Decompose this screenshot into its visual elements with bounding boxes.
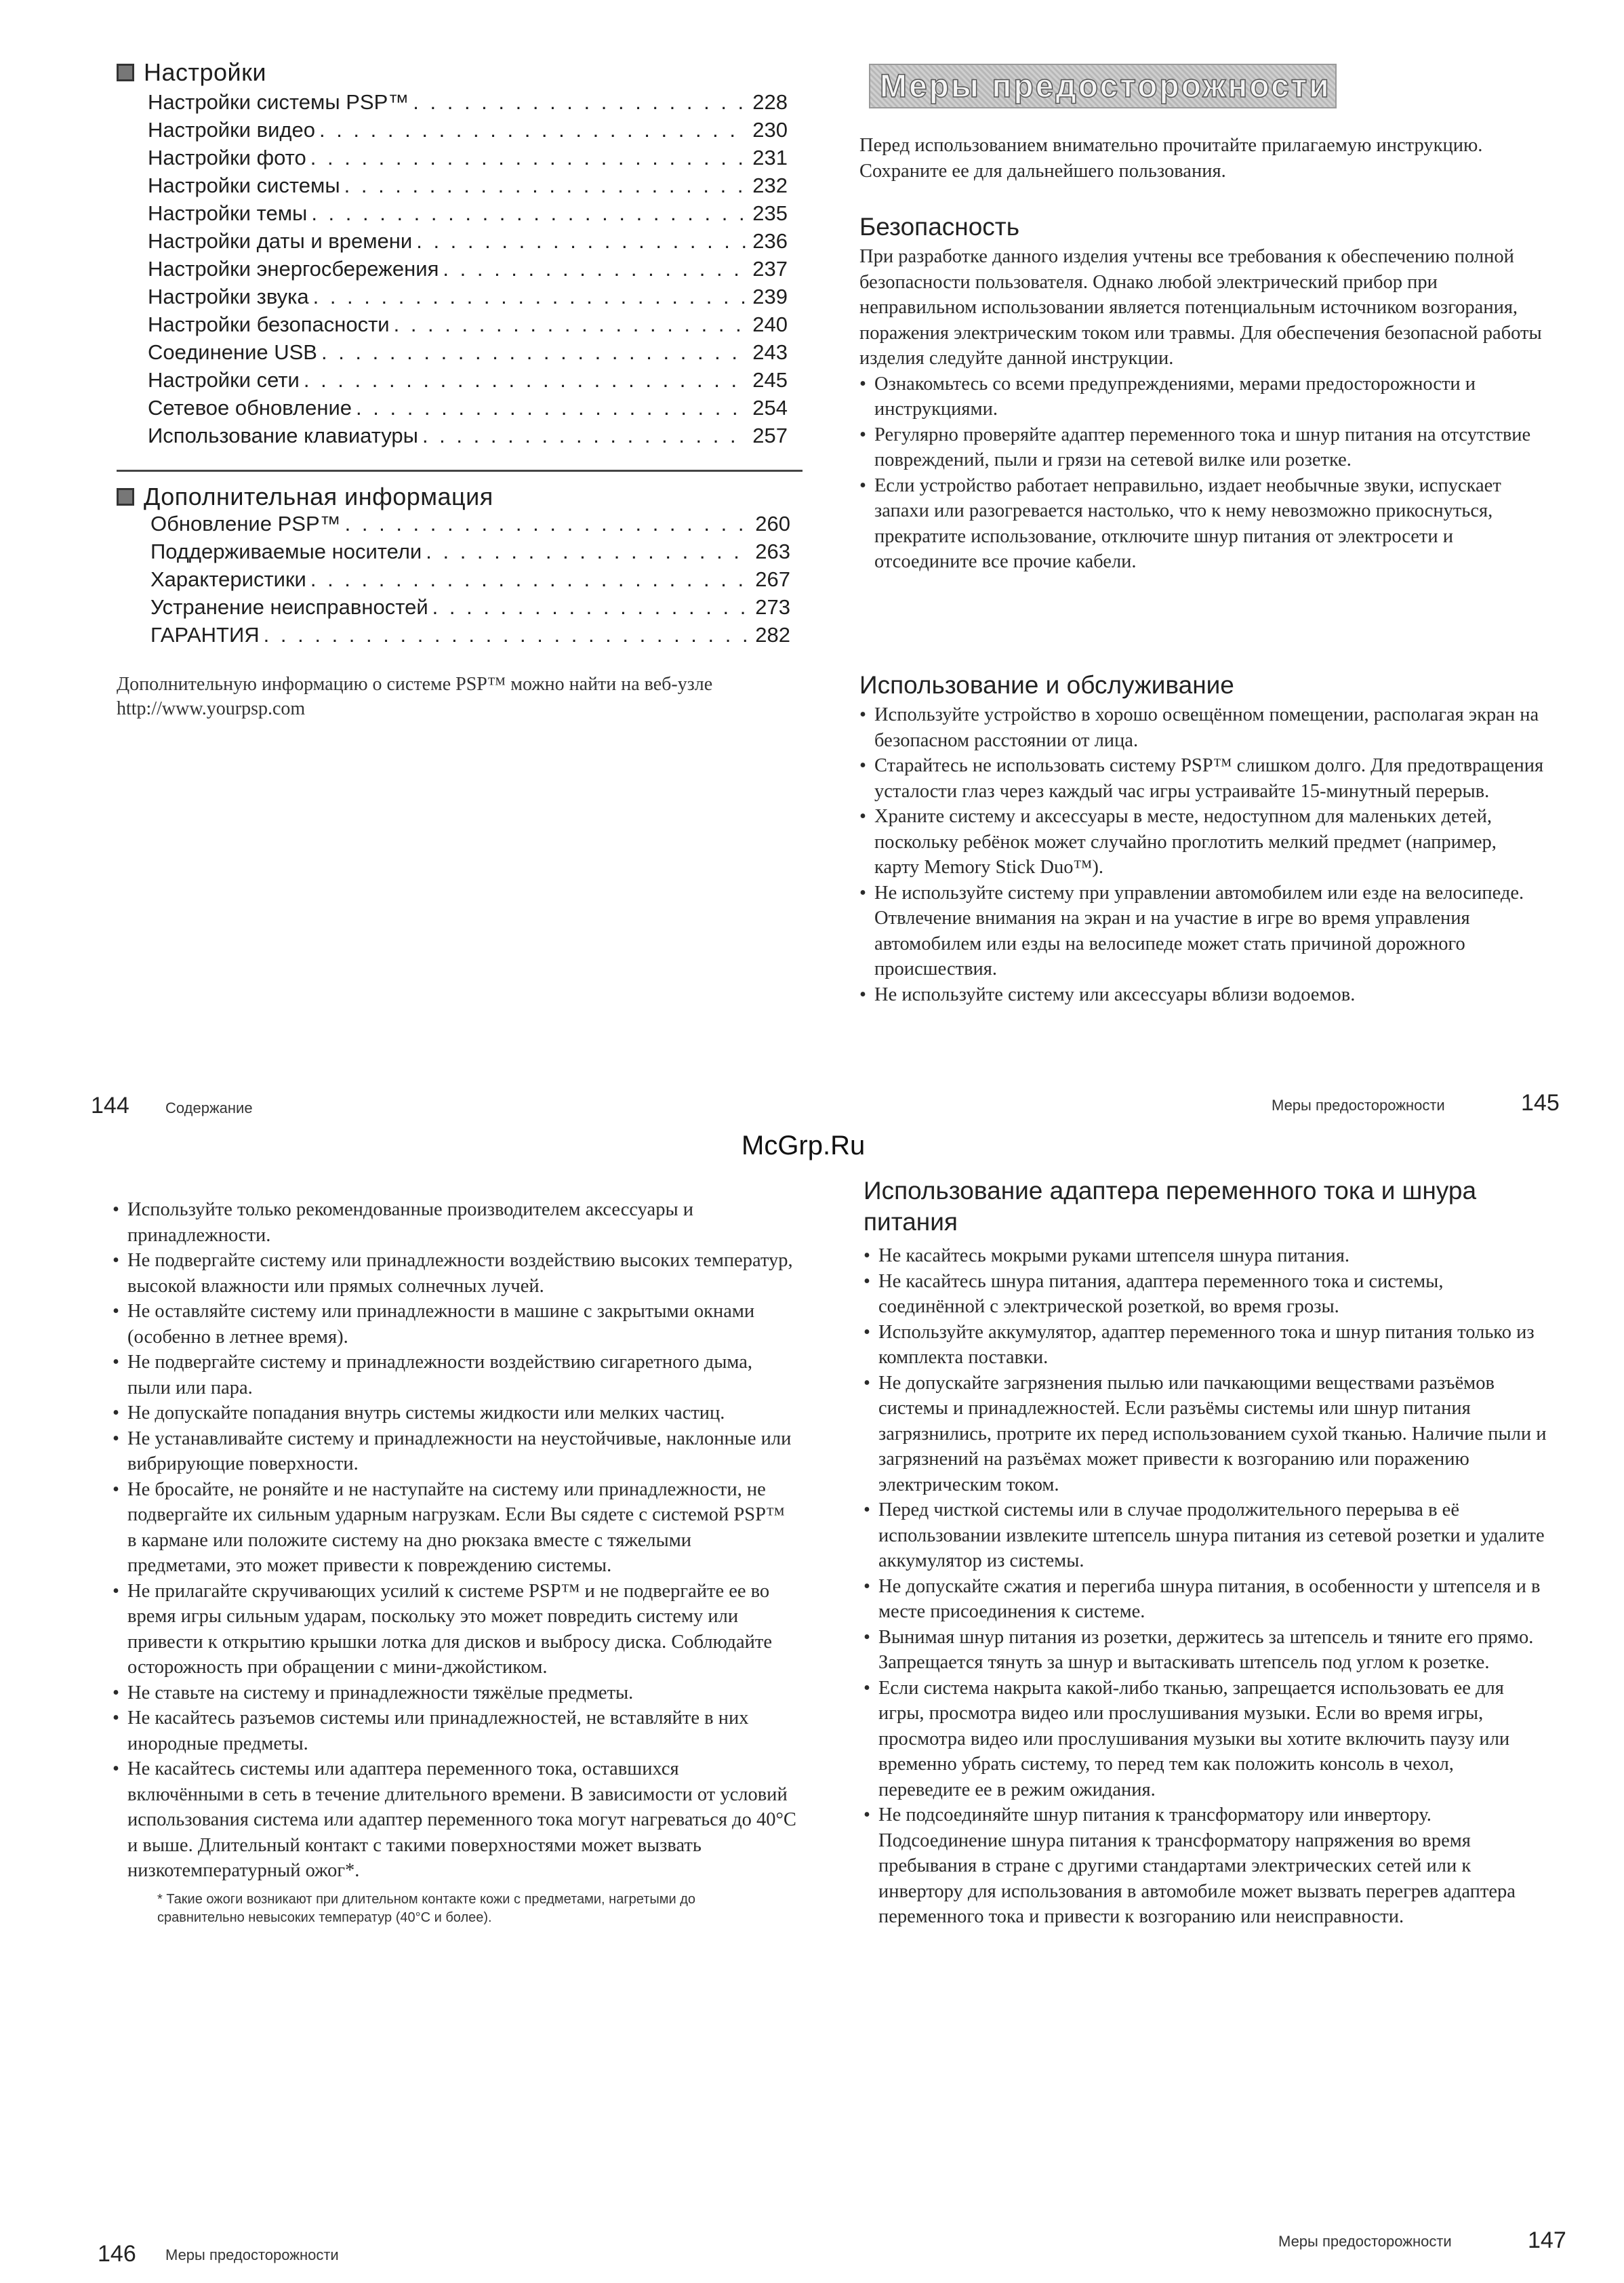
toc-entry-page: 260 <box>755 512 790 536</box>
usage-bullet: • Храните систему и аксессуары в месте, недоступном для маленьких детей, поскольку ребёнок может случайно проглотить мелкий предмет (например, карту Memory Stick Duo™). <box>859 804 1544 881</box>
page147-bullet: • Если система накрыта какой-либо тканью, запрещается использовать ее для игры, просмотра видео или прослушивания музыки. Если во время игры, просмотра видео или прослушивания музыки вы хотите включить паузу или временно убрать систему, то перед тем как положить консоль в чехол, переведите ее в режим ожидания. <box>864 1676 1548 1803</box>
toc-leader-dots <box>313 283 749 310</box>
footer-label-precautions-147: Меры предосторожности <box>1278 2233 1452 2250</box>
page147-bullet: • Не подсоединяйте шнур питания к трансформатору или инвертору. Подсоединение шнура питания к трансформатору напряжения во время пребывания в стране с другими стандартами электрических сетей или к инвертору для использования в автомобиле может вызвать перегрев адаптера переменного тока и привести к возгоранию или неисправности. <box>864 1802 1548 1930</box>
usage-bullet: • Не используйте систему или аксессуары вблизи водоемов. <box>859 982 1544 1008</box>
usage-bullet: • Используйте устройство в хорошо освещённом помещении, располагая экран на безопасном расстоянии от лица. <box>859 702 1544 753</box>
page146-bullet-list <box>113 1197 797 1884</box>
section-square-icon <box>117 488 134 506</box>
toc-leader-dots <box>394 310 749 338</box>
page147-bullet: • Вынимая шнур питания из розетки, держитесь за штепсель и тяните его прямо. Запрещается тянуть за шнур и вытаскивать штепсель под углом к розетке. <box>864 1625 1548 1676</box>
page-number-147: 147 <box>1528 2227 1566 2253</box>
toc-entry-title: Использование клавиатуры <box>148 424 418 447</box>
toc-entry <box>148 255 788 283</box>
safety-bullet: • Ознакомьтесь со всеми предупреждениями, мерами предосторожности и инструкциями. <box>859 371 1544 422</box>
toc-entry-title: Настройки системы <box>148 174 340 197</box>
toc-entry-title: Настройки даты и времени <box>148 229 413 253</box>
toc-entry-page: 240 <box>752 312 788 336</box>
toc-entry <box>150 593 790 621</box>
toc-leader-dots <box>356 394 748 422</box>
usage-heading: Использование и обслуживание <box>859 671 1234 699</box>
toc-entry-title: Настройки энергосбережения <box>148 257 439 281</box>
toc-entry-page: 239 <box>752 285 788 308</box>
footer-label-precautions-145: Меры предосторожности <box>1272 1097 1445 1114</box>
toc-leader-dots <box>422 422 748 449</box>
toc-entry <box>148 394 788 422</box>
toc-extra-title <box>117 483 493 511</box>
page-number-145: 145 <box>1521 1090 1560 1116</box>
toc-entry <box>148 144 788 171</box>
toc-entry <box>150 510 790 538</box>
toc-leader-dots <box>319 116 748 144</box>
precautions-banner-text: Меры предосторожности <box>880 68 1331 104</box>
section-square-icon <box>117 64 134 81</box>
page146-bullet: • Используйте только рекомендованные производителем аксессуары и принадлежности. <box>113 1197 797 1248</box>
page147-bullet: • Перед чисткой системы или в случае продолжительного перерыва в её использовании извлеките штепсель шнура питания из сетевой розетки и удалите аккумулятор из системы. <box>864 1497 1548 1574</box>
page147-text <box>864 1243 1548 1930</box>
toc-entry-page: 245 <box>752 368 788 392</box>
toc-leader-dots <box>443 255 748 283</box>
toc-leader-dots <box>311 199 748 227</box>
precautions-intro: Перед использованием внимательно прочитайте прилагаемую инструкцию. Сохраните ее для дальнейшего пользования. <box>859 135 1483 182</box>
toc-leader-dots <box>413 88 748 116</box>
footer-label-precautions-146: Меры предосторожности <box>165 2246 339 2263</box>
page146-footnote: * Такие ожоги возникают при длительном контакте кожи с предметами, нагретыми до сравнительно невысоких температур (40°C и более). <box>157 1891 696 1925</box>
toc-extra-title-text: Дополнительная информация <box>144 483 493 510</box>
toc-entry-title: Настройки фото <box>148 146 306 169</box>
toc-entry-title: ГАРАНТИЯ <box>150 623 260 647</box>
toc-entry-page: 263 <box>755 540 790 563</box>
toc-entry <box>148 88 788 116</box>
toc-entry-title: Настройки безопасности <box>148 312 390 336</box>
safety-bullet: • Регулярно проверяйте адаптер переменного тока и шнур питания на отсутствие повреждений, пыли и грязи на сетевой вилке или розетке. <box>859 422 1544 473</box>
toc-entry <box>148 366 788 394</box>
page146-bullet: • Не касайтесь разъемов системы или принадлежностей, не вставляйте в них инородные предметы. <box>113 1705 797 1756</box>
adapter-heading: Использование адаптера переменного тока и шнура питания <box>864 1177 1477 1236</box>
page147-bullet-list <box>864 1243 1548 1930</box>
toc-entry-title: Характеристики <box>150 567 306 591</box>
page147-bullet: • Используйте аккумулятор, адаптер переменного тока и шнур питания только из комплекта поставки. <box>864 1320 1548 1371</box>
page147-bullet: • Не допускайте сжатия и перегиба шнура питания, в особенности у штепселя и в месте присоединения к системе. <box>864 1574 1548 1625</box>
page-number-144: 144 <box>91 1093 129 1118</box>
toc-entry-page: 237 <box>752 257 788 281</box>
toc-leader-dots <box>264 621 752 649</box>
footer-label-contents: Содержание <box>165 1099 253 1116</box>
toc-entry-page: 243 <box>752 340 788 364</box>
page146-bullet: • Не устанавливайте систему и принадлежности на неустойчивые, наклонные или вибрирующие поверхности. <box>113 1426 797 1477</box>
page-number-146: 146 <box>98 2241 136 2267</box>
usage-bullet-list <box>859 702 1544 1007</box>
page146-bullet: • Не касайтесь системы или адаптера переменного тока, оставшихся включёнными в сеть в течение длительного времени. В зависимости от условий использования система или адаптер переменного тока могут нагреваться до 40°C и выше. Длительный контакт с такими поверхностями может вызвать низкотемпературный ожог*. <box>113 1756 797 1884</box>
toc-entry <box>148 116 788 144</box>
toc-entry-title: Настройки темы <box>148 201 308 225</box>
toc-entry <box>148 199 788 227</box>
page146-bullet: • Не ставьте на систему и принадлежности тяжёлые предметы. <box>113 1680 797 1706</box>
page146-text <box>113 1197 797 1927</box>
toc-leader-dots <box>345 510 752 538</box>
toc-entry-page: 267 <box>755 567 790 591</box>
toc-entry-title: Настройки сети <box>148 368 300 392</box>
toc-entry-title: Обновление PSP™ <box>150 512 341 536</box>
toc-entry <box>148 171 788 199</box>
toc-entry <box>148 227 788 255</box>
safety-paragraph: При разработке данного изделия учтены все требования к обеспечению полной безопасности пользователя. Однако любой электрический прибор при неправильном использовании является потенциальным источником возгорания, поражения электрическим током или травмы. Для обеспечения безопасной работы изделия следуйте данной инструкции. <box>859 246 1542 369</box>
toc-settings-title-text: Настройки <box>144 58 267 86</box>
toc-leader-dots <box>304 366 748 394</box>
toc-entry-title: Настройки системы PSP™ <box>148 90 409 114</box>
safety-heading: Безопасность <box>859 213 1020 241</box>
toc-entry-page: 235 <box>752 201 788 225</box>
toc-entry <box>148 283 788 310</box>
toc-entry-page: 257 <box>752 424 788 447</box>
toc-leader-dots <box>310 144 748 171</box>
toc-entry <box>150 565 790 593</box>
toc-settings-title <box>117 58 266 87</box>
safety-bullet-list <box>859 371 1544 575</box>
toc-leader-dots <box>432 593 752 621</box>
toc-entry-title: Соединение USB <box>148 340 317 364</box>
page146-bullet: • Не прилагайте скручивающих усилий к системе PSP™ и не подвергайте ее во время игры сильным ударам, поскольку это может повредить систему или привести к открытию крышки лотка для дисков и выбросу диска. Соблюдайте осторожность при обращении с мини-джойстиком. <box>113 1579 797 1680</box>
toc-divider <box>117 470 803 472</box>
page147-bullet: • Не касайтесь шнура питания, адаптера переменного тока и системы, соединённой с электрической розеткой, во время грозы. <box>864 1269 1548 1320</box>
toc-entry-page: 282 <box>755 623 790 647</box>
toc-leader-dots <box>426 538 751 565</box>
toc-leader-dots <box>344 171 749 199</box>
precautions-banner <box>869 64 1337 108</box>
toc-entry-page: 230 <box>752 118 788 142</box>
usage-text <box>859 702 1544 1007</box>
toc-entry-title: Поддерживаемые носители <box>150 540 422 563</box>
toc-entry-page: 236 <box>752 229 788 253</box>
toc-entry <box>150 538 790 565</box>
toc-entry-title: Настройки звука <box>148 285 309 308</box>
toc-entry <box>150 621 790 649</box>
toc-entry <box>148 310 788 338</box>
toc-leader-dots <box>310 565 751 593</box>
toc-entry-title: Настройки видео <box>148 118 315 142</box>
toc-leader-dots <box>321 338 748 366</box>
toc-entry-title: Устранение неисправностей <box>150 595 428 619</box>
toc-entry <box>148 422 788 449</box>
safety-bullet: • Если устройство работает неправильно, издает необычные звуки, испускает запахи или разогревается настолько, что к нему невозможно прикоснуться, прекратите использование, отключите шнур питания от электросети и отсоедините все прочие кабели. <box>859 473 1544 575</box>
toc-entry <box>148 338 788 366</box>
toc-leader-dots <box>416 227 748 255</box>
toc-entry-page: 231 <box>752 146 788 169</box>
watermark: McGrp.Ru <box>742 1131 866 1160</box>
page146-bullet: • Не оставляйте систему или принадлежности в машине с закрытыми окнами (особенно в летнее время). <box>113 1299 797 1350</box>
toc-note: Дополнительную информацию о системе PSP™ можно найти на веб-узле http://www.yourpsp.com <box>117 674 713 719</box>
toc-entry-page: 232 <box>752 174 788 197</box>
page146-bullet: • Не бросайте, не роняйте и не наступайте на систему или принадлежности, не подвергайте их сильным ударным нагрузкам. Если Вы сядете с системой PSP™ в кармане или положите систему на дно рюкзака вместе с тяжелыми предметами, это может привести к повреждению системы. <box>113 1477 797 1579</box>
page146-bullet: • Не подвергайте систему и принадлежности воздействию сигаретного дыма, пыли или пара. <box>113 1350 797 1400</box>
usage-bullet: • Не используйте систему при управлении автомобилем или езде на велосипеде. Отвлечение внимания на экран и на участие в игре во время управления автомобилем или езды на велосипеде может стать причиной дорожного происшествия. <box>859 881 1544 982</box>
page146-bullet: • Не подвергайте систему или принадлежности воздействию высоких температур, высокой влажности или прямых солнечных лучей. <box>113 1248 797 1299</box>
toc-entry-page: 254 <box>752 396 788 420</box>
page146-bullet: • Не допускайте попадания внутрь системы жидкости или мелких частиц. <box>113 1400 797 1426</box>
page147-bullet: • Не допускайте загрязнения пылью или пачкающими веществами разъёмов системы и принадлежностей. Если разъёмы системы или шнур питания загрязнились, протрите их перед использованием сухой тканью. Наличие пыли и загрязнений на разъёмах может привести к возгоранию или поражению электрическим током. <box>864 1371 1548 1498</box>
usage-bullet: • Старайтесь не использовать систему PSP™ слишком долго. Для предотвращения усталости глаз через каждый час игры устраивайте 15-минутный перерыв. <box>859 753 1544 804</box>
toc-entry-title: Сетевое обновление <box>148 396 352 420</box>
toc-settings-list <box>148 88 788 449</box>
toc-extra-list <box>150 510 790 649</box>
toc-entry-page: 228 <box>752 90 788 114</box>
safety-text <box>859 244 1544 575</box>
toc-entry-page: 273 <box>755 595 790 619</box>
page147-bullet: • Не касайтесь мокрыми руками штепселя шнура питания. <box>864 1243 1548 1269</box>
